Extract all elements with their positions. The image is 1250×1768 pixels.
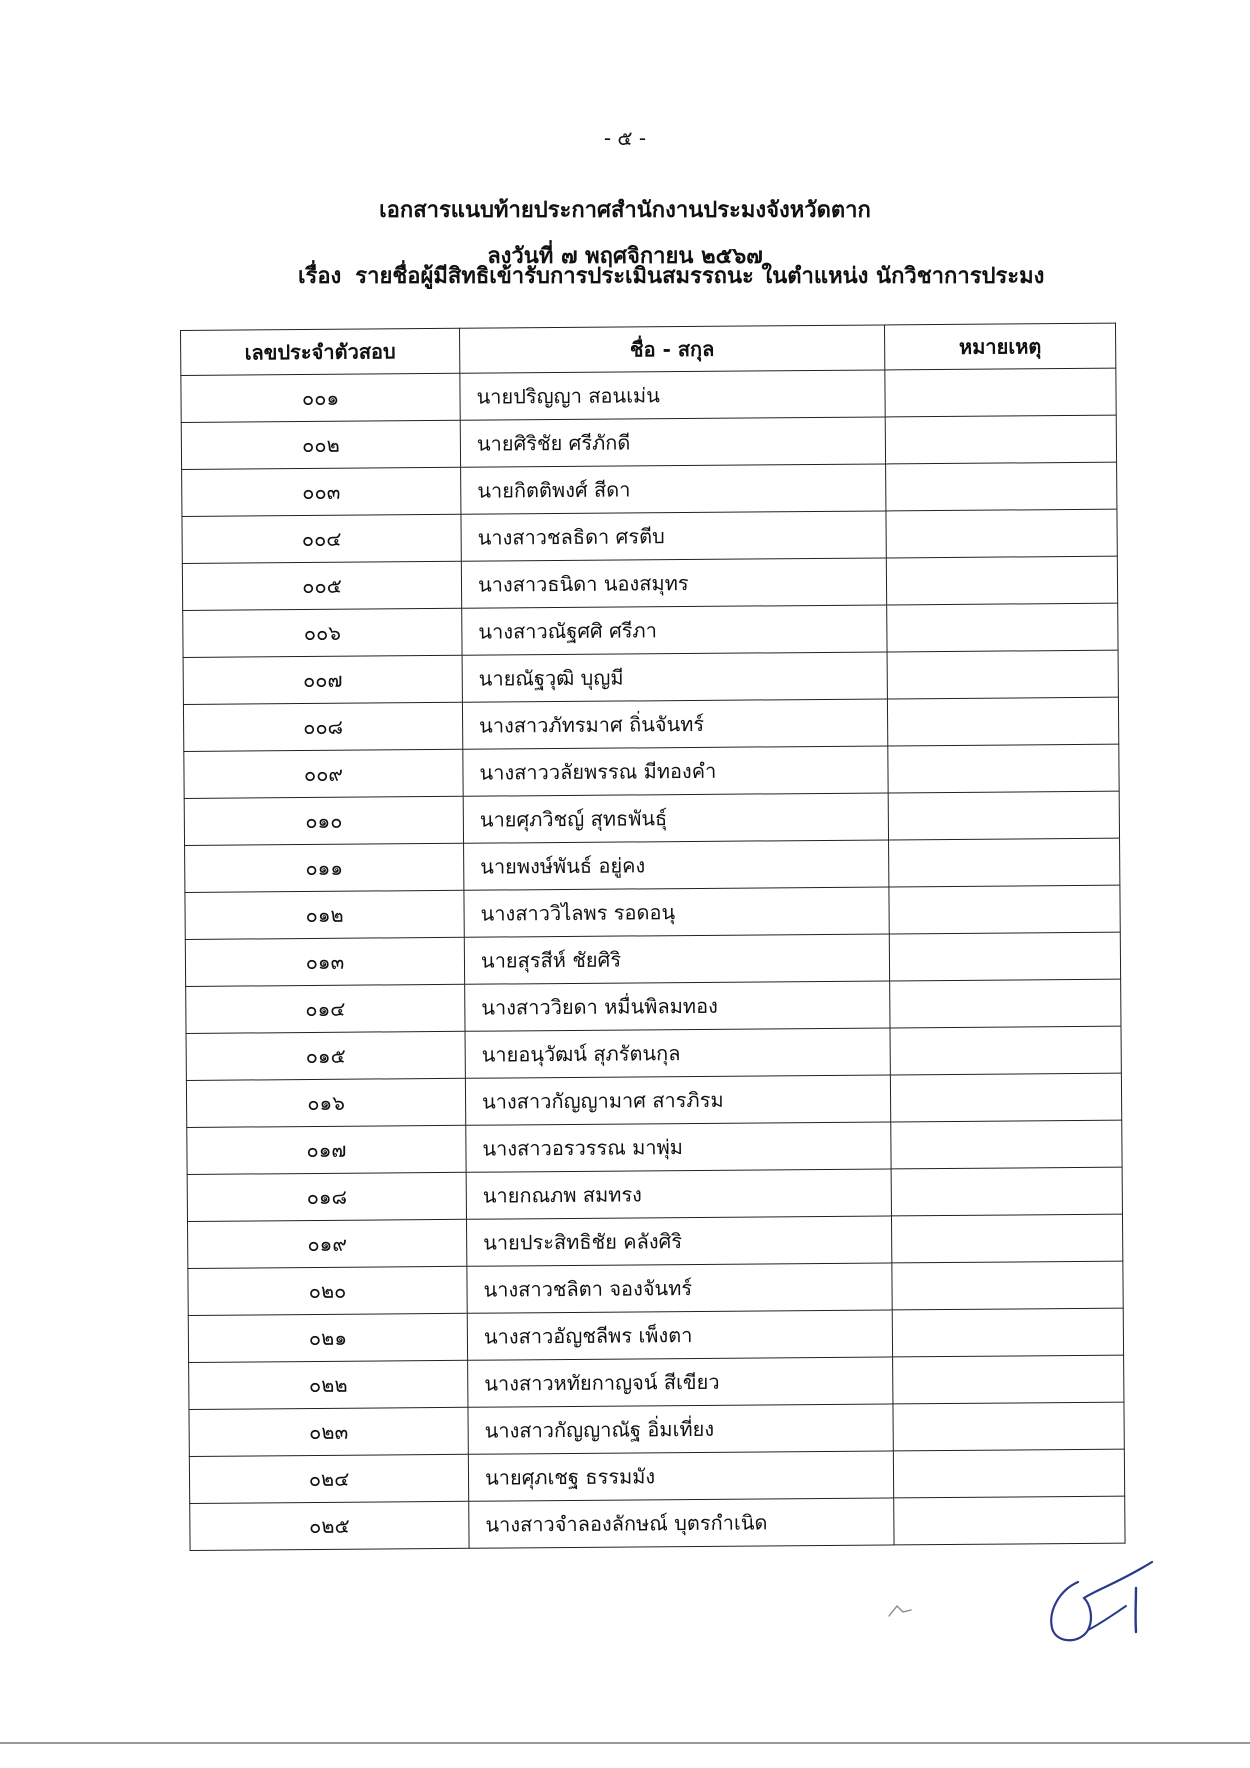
table-row: [185, 932, 1120, 986]
remark-cell: [892, 1308, 1123, 1357]
table-row: [185, 838, 1120, 892]
initial-mark: [885, 1600, 915, 1620]
table-body: [181, 368, 1125, 1550]
full-name-cell: นายศิริชัย ศรีภักดี: [460, 417, 885, 467]
exam-id-cell: ๐๐๘: [183, 702, 462, 751]
table-row: [189, 1355, 1124, 1409]
table-row: [183, 603, 1118, 657]
exam-id-cell: ๐๑๘: [187, 1172, 466, 1221]
full-name-cell: นางสาวอัญชลีพร เพ็งตา: [467, 1310, 892, 1360]
remark-cell: [893, 1355, 1124, 1404]
full-name-cell: นางสาววิไลพร รอดอนุ: [464, 887, 889, 937]
table-row: [181, 415, 1116, 469]
table-row: [188, 1261, 1123, 1315]
full-name-cell: นางสาวชลธิดา ศรตีบ: [461, 511, 886, 561]
document-title: เอกสารแนบท้ายประกาศสำนักงานประมงจังหวัดตาก: [379, 198, 871, 223]
remark-cell: [889, 932, 1120, 981]
exam-id-cell: ๐๐๑: [181, 373, 460, 422]
exam-id-cell: ๐๒๓: [189, 1407, 468, 1456]
full-name-cell: นายศุภวิชญ์ สุทธพันธุ์: [463, 793, 888, 843]
table-row: [189, 1402, 1124, 1456]
full-name-cell: นางสาวธนิดา นองสมุทร: [461, 558, 886, 608]
exam-id-cell: ๐๑๗: [187, 1125, 466, 1174]
table-row: [186, 979, 1121, 1033]
full-name-cell: นางสาวอรวรรณ มาพุ่ม: [466, 1122, 891, 1172]
full-name-cell: นายณัฐวุฒิ บุญมี: [462, 652, 887, 702]
full-name-cell: นางสาวหทัยกาญจน์ สีเขียว: [468, 1357, 893, 1407]
exam-id-cell: ๐๑๐: [184, 796, 463, 845]
exam-id-cell: ๐๑๖: [186, 1078, 465, 1127]
header-remark: หมายเหตุ: [884, 323, 1115, 370]
table-row: [188, 1214, 1123, 1268]
table-row: [187, 1167, 1122, 1221]
remark-cell: [891, 1120, 1122, 1169]
full-name-cell: นายพงษ์พันธ์ อยู่คง: [464, 840, 889, 890]
full-name-cell: นายประสิทธิชัย คลังศิริ: [466, 1216, 891, 1266]
exam-id-cell: ๐๒๐: [188, 1266, 467, 1315]
header-exam-id: เลขประจำตัวสอบ: [181, 328, 460, 375]
remark-cell: [888, 744, 1119, 793]
exam-id-cell: ๐๒๑: [188, 1313, 467, 1362]
remark-cell: [893, 1402, 1124, 1451]
full-name-cell: นางสาวภัทรมาศ ถิ่นจันทร์: [462, 699, 887, 749]
remark-cell: [893, 1449, 1124, 1498]
exam-id-cell: ๐๑๒: [185, 890, 464, 939]
remark-cell: [891, 1167, 1122, 1216]
remark-cell: [889, 838, 1120, 887]
exam-id-cell: ๐๐๙: [184, 749, 463, 798]
header-full-name: ชื่อ - สกุล: [459, 325, 884, 373]
full-name-cell: นางสาวกัญญาณัฐ อิ่มเที่ยง: [468, 1404, 893, 1454]
exam-id-cell: ๐๑๔: [186, 984, 465, 1033]
candidate-table: [180, 323, 1126, 1551]
exam-id-cell: ๐๐๖: [183, 608, 462, 657]
subject-label: เรื่อง: [298, 264, 342, 289]
full-name-cell: นางสาววิยดา หมื่นพิลมทอง: [465, 981, 890, 1031]
remark-cell: [889, 885, 1120, 934]
remark-cell: [888, 791, 1119, 840]
table-row: [185, 885, 1120, 939]
remark-cell: [890, 1073, 1121, 1122]
remark-cell: [885, 368, 1116, 417]
table-row: [182, 462, 1117, 516]
full-name-cell: นางสาวชลิตา จองจันทร์: [467, 1263, 892, 1313]
exam-id-cell: ๐๑๙: [188, 1219, 467, 1268]
table-row: [181, 368, 1116, 422]
table-row: [184, 744, 1119, 798]
full-name-cell: นางสาววลัยพรรณ มีทองคำ: [463, 746, 888, 796]
remark-cell: [887, 650, 1118, 699]
full-name-cell: นายปริญญา สอนเม่น: [460, 370, 885, 420]
table-row: [186, 1073, 1121, 1127]
remark-cell: [887, 697, 1118, 746]
remark-cell: [886, 509, 1117, 558]
remark-cell: [890, 1026, 1121, 1075]
full-name-cell: นายอนุวัฒน์ สุภรัตนกุล: [465, 1028, 890, 1078]
full-name-cell: นายกณภพ สมทรง: [466, 1169, 891, 1219]
exam-id-cell: ๐๑๕: [186, 1031, 465, 1080]
subject-text: รายชื่อผู้มีสิทธิเข้ารับการประเมินสมรรถนะ ในตำแหน่ง นักวิชาการประมง: [355, 264, 1045, 289]
full-name-cell: นายสุรสีห์ ชัยศิริ: [464, 934, 889, 984]
table-header-row: [181, 323, 1116, 375]
remark-cell: [891, 1214, 1122, 1263]
full-name-cell: นางสาวกัญญามาศ สารภิรม: [465, 1075, 890, 1125]
exam-id-cell: ๐๐๓: [182, 467, 461, 516]
table-row: [183, 650, 1118, 704]
table-row: [186, 1026, 1121, 1080]
full-name-cell: นางสาวจำลองลักษณ์ บุตรกำเนิด: [469, 1498, 894, 1548]
exam-id-cell: ๐๑๓: [185, 937, 464, 986]
page-number: - ๕ -: [603, 126, 647, 150]
exam-id-cell: ๐๐๕: [182, 561, 461, 610]
table-row: [187, 1120, 1122, 1174]
exam-id-cell: ๐๒๒: [189, 1360, 468, 1409]
exam-id-cell: ๐๒๔: [189, 1454, 468, 1503]
remark-cell: [886, 462, 1117, 511]
full-name-cell: นายศุภเชฐ ธรรมมัง: [468, 1451, 893, 1501]
remark-cell: [894, 1496, 1125, 1545]
table-row: [188, 1308, 1123, 1362]
exam-id-cell: ๐๐๗: [183, 655, 462, 704]
exam-id-cell: ๐๒๕: [190, 1501, 469, 1550]
table-row: [189, 1449, 1124, 1503]
remark-cell: [890, 979, 1121, 1028]
handwritten-signature: [1040, 1540, 1180, 1650]
full-name-cell: นางสาวณัฐศศิ ศรีภา: [462, 605, 887, 655]
table-row: [182, 509, 1117, 563]
exam-id-cell: ๐๐๔: [182, 514, 461, 563]
remark-cell: [885, 415, 1116, 464]
table-row: [183, 697, 1118, 751]
table-row: [190, 1496, 1125, 1550]
document-date: ลงวันที่ ๗ พฤศจิกายน ๒๕๖๗: [487, 244, 763, 269]
table-row: [182, 556, 1117, 610]
scan-edge-line: [0, 1742, 1250, 1744]
remark-cell: [892, 1261, 1123, 1310]
exam-id-cell: ๐๐๒: [181, 420, 460, 469]
remark-cell: [886, 556, 1117, 605]
table-row: [184, 791, 1119, 845]
document-subject: [298, 258, 1158, 293]
exam-id-cell: ๐๑๑: [185, 843, 464, 892]
full-name-cell: นายกิตติพงศ์ สีดา: [461, 464, 886, 514]
remark-cell: [887, 603, 1118, 652]
